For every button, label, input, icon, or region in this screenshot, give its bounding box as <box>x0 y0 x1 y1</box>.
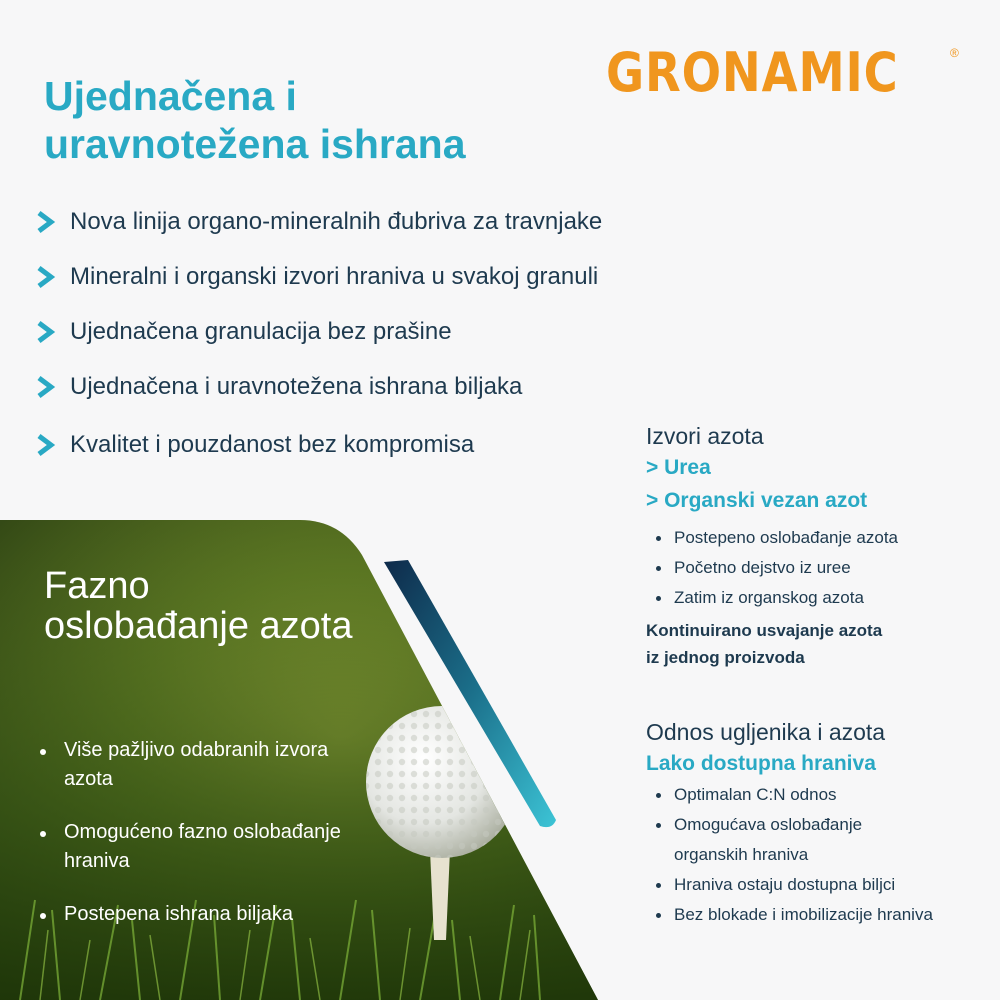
panel-title: Fazno oslobađanje azota <box>44 565 353 647</box>
list-item <box>646 553 966 583</box>
nitrogen-heading: Izvori azota <box>646 423 764 449</box>
feature-item <box>34 304 754 359</box>
bullet-text: Omogućeno fazno oslobađanje hraniva <box>64 821 341 872</box>
feature-item <box>34 359 754 414</box>
page-title: Ujednačena i uravnotežena ishrana <box>44 73 466 167</box>
bullet-dot <box>40 749 46 755</box>
chevron-right-icon <box>34 319 60 345</box>
nitrogen-source: > Organski vezan azot <box>646 489 868 512</box>
chevron-right-icon <box>34 374 60 400</box>
bullet-dot <box>656 536 661 541</box>
panel-bullets <box>34 736 374 953</box>
bullet-text: Zatim iz organskog azota <box>674 588 864 607</box>
list-item <box>646 810 936 870</box>
bullet-text: Postepeno oslobađanje azota <box>674 528 899 547</box>
bullet-text: Omogućava oslobađanje organskih hraniva <box>674 815 863 864</box>
bullet-dot <box>656 566 661 571</box>
list-item <box>34 736 374 794</box>
summary-line: Kontinuirano usvajanje azota <box>646 621 883 640</box>
bullet-dot <box>40 913 46 919</box>
chevron-right-icon <box>34 432 60 458</box>
carbon-bullets <box>646 780 936 930</box>
list-item <box>34 818 374 876</box>
summary-line: iz jednog proizvoda <box>646 648 805 667</box>
bullet-dot <box>656 596 661 601</box>
feature-item <box>34 249 754 304</box>
bullet-text: Optimalan C:N odnos <box>674 785 837 804</box>
bullet-dot <box>40 831 46 837</box>
nitrogen-bullets <box>646 523 966 613</box>
list-item <box>646 900 936 930</box>
list-item <box>646 780 936 810</box>
carbon-nitrogen-section <box>646 717 966 930</box>
gronamic-logo <box>606 42 966 104</box>
chevron-right-icon <box>34 209 60 235</box>
feature-label: Nova linija organo-mineralnih đubriva za travnjake <box>70 207 603 235</box>
feature-item <box>34 194 754 249</box>
list-item <box>34 900 374 929</box>
chevron-right-icon <box>34 264 60 290</box>
bullet-text: Više pažljivo odabranih izvora azota <box>64 739 329 790</box>
carbon-subheading: Lako dostupna hraniva <box>646 752 876 775</box>
bullet-dot <box>656 823 661 828</box>
bullet-dot <box>656 913 661 918</box>
feature-label: Ujednačena granulacija bez prašine <box>70 317 452 345</box>
list-item <box>646 870 936 900</box>
bullet-dot <box>656 883 661 888</box>
nitrogen-summary <box>646 617 966 671</box>
list-item <box>646 523 966 553</box>
logo-text: GRONAMIC <box>606 41 899 104</box>
feature-label: Mineralni i organski izvori hraniva u svakoj granuli <box>70 262 599 290</box>
list-item <box>646 583 966 613</box>
bullet-text: Početno dejstvo iz uree <box>674 558 851 577</box>
feature-label: Kvalitet i pouzdanost bez kompromisa <box>70 430 475 458</box>
bullet-text: Hraniva ostaju dostupna biljci <box>674 875 896 894</box>
bullet-text: Bez blokade i imobilizacije hraniva <box>674 905 933 924</box>
nitrogen-sources-section <box>646 421 966 671</box>
carbon-heading: Odnos ugljenika i azota <box>646 719 886 745</box>
bullet-dot <box>656 793 661 798</box>
registered-mark: ® <box>950 46 959 60</box>
feature-label: Ujednačena i uravnotežena ishrana biljaka <box>70 372 523 400</box>
nitrogen-source: > Urea <box>646 456 711 479</box>
bullet-text: Postepena ishrana biljaka <box>64 903 294 925</box>
